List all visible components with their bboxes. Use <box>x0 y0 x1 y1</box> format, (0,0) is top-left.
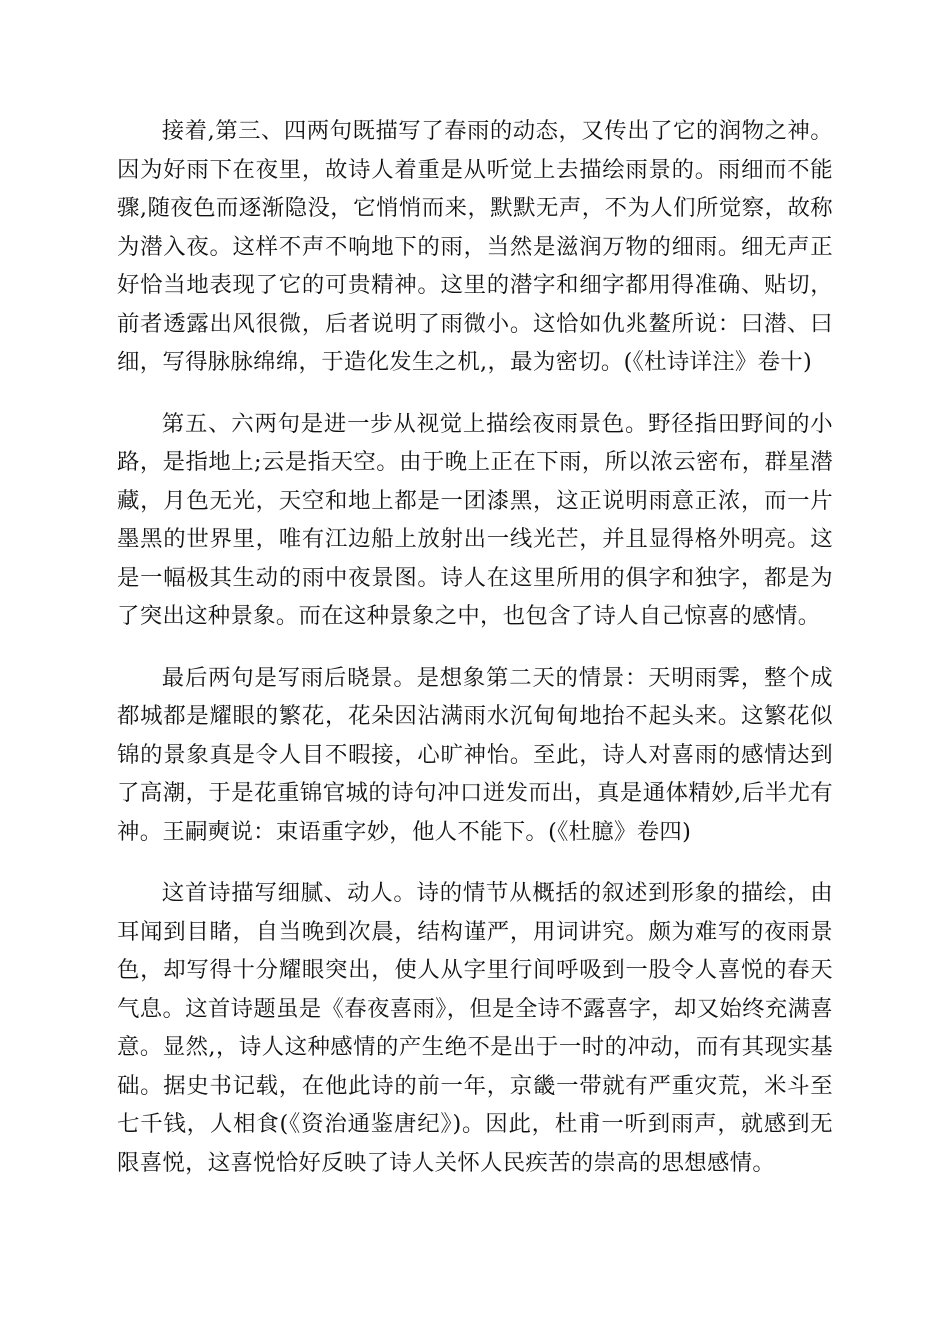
paragraph-1: 接着,第三、四两句既描写了春雨的动态，又传出了它的润物之神。因为好雨下在夜里，故诗人着重是从听觉上去描绘雨景的。雨细而不能骤,随夜色而逐渐隐没，它悄悄而来，默默无声，不为人们所觉察，故称为潜入夜。这样不声不响地下的雨，当然是滋润万物的细雨。细无声正好恰当地表现了它的可贵精神。这里的潜字和细字都用得准确、贴切，前者透露出风很微，后者说明了雨微小。这恰如仇兆鳌所说：曰潜、曰细，写得脉脉绵绵，于造化发生之机,，最为密切。(《杜诗详注》卷十) <box>117 118 833 375</box>
paragraph-2: 第五、六两句是进一步从视觉上描绘夜雨景色。野径指田野间的小路，是指地上;云是指天空。由于晚上正在下雨，所以浓云密布，群星潜藏，月色无光，天空和地上都是一团漆黑，这正说明雨意正浓，而一片墨黑的世界里，唯有江边船上放射出一线光芒，并且显得格外明亮。这是一幅极其生动的雨中夜景图。诗人在这里所用的俱字和独字，都是为了突出这种景象。而在这种景象之中，也包含了诗人自己惊喜的感情。 <box>117 410 833 629</box>
paragraph-4: 这首诗描写细腻、动人。诗的情节从概括的叙述到形象的描绘，由耳闻到目睹，自当晚到次晨，结构谨严，用词讲究。颇为难写的夜雨景色，却写得十分耀眼突出，使人从字里行间呼吸到一股令人喜悦的春天气息。这首诗题虽是《春夜喜雨》，但是全诗不露喜字，却又始终充满喜意。显然,，诗人这种感情的产生绝不是出于一时的冲动，而有其现实基础。据史书记载，在他此诗的前一年，京畿一带就有严重灾荒，米斗至七千钱，人相食(《资治通鉴唐纪》)。因此，杜甫一听到雨声，就感到无限喜悦，这喜悦恰好反映了诗人关怀人民疾苦的崇高的思想感情。 <box>117 880 833 1176</box>
document-body <box>117 112 833 1205</box>
paragraph-3: 最后两句是写雨后晓景。是想象第二天的情景：天明雨霁，整个成都城都是耀眼的繁花，花朵因沾满雨水沉甸甸地抬不起头来。这繁花似锦的景象真是令人目不暇接，心旷神怡。至此，诗人对喜雨的感情达到了高潮，于是花重锦官城的诗句冲口迸发而出，真是通体精妙,后半尤有神。王嗣奭说：束语重字妙，他人不能下。(《杜臆》卷四) <box>117 664 833 845</box>
